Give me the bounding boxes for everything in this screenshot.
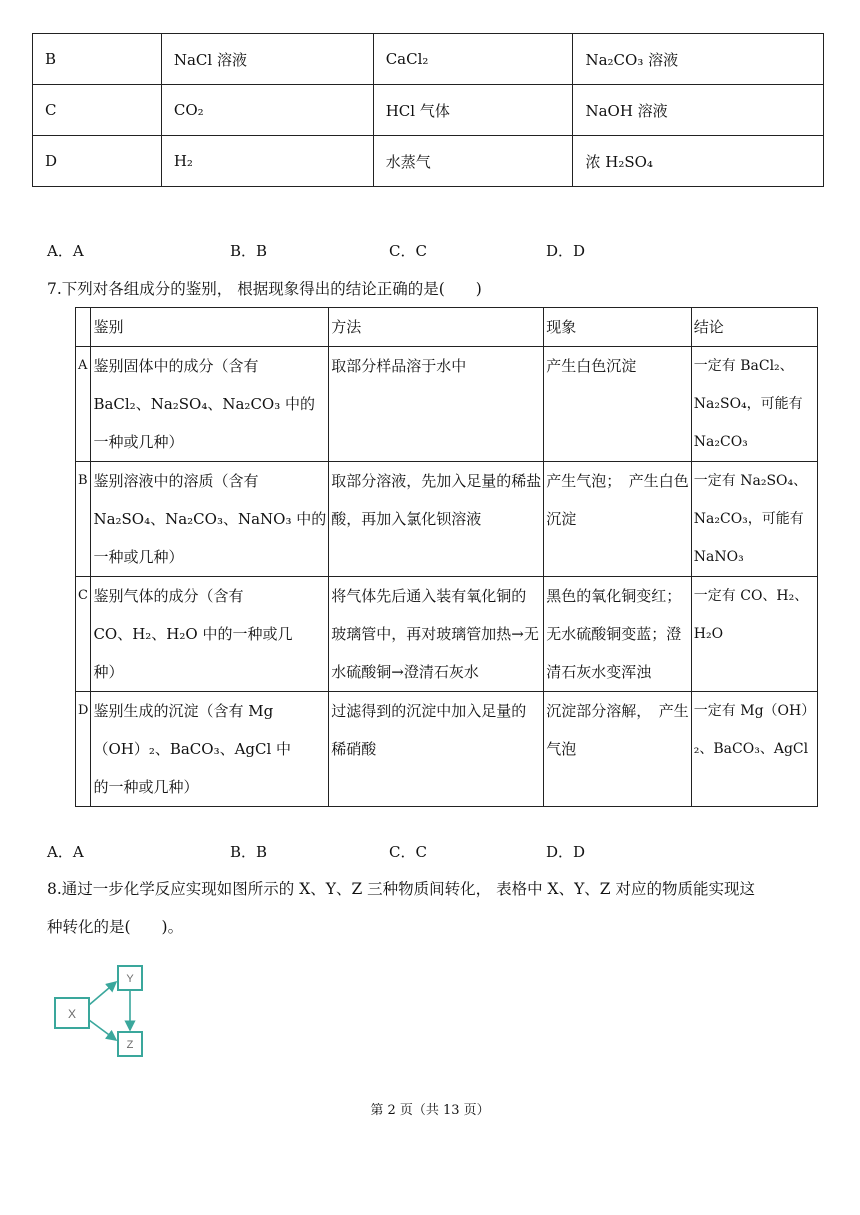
arrow-x-to-z (89, 1020, 116, 1040)
q6-option-a: A．A (47, 242, 84, 260)
cell-line: H₂O (693, 626, 724, 642)
cell-jianbie (91, 347, 329, 462)
cell-line: 气泡 (546, 740, 577, 758)
cell-fangfa (329, 577, 544, 692)
node-y (118, 966, 142, 990)
cell-line: 一定有 Mg（OH） (693, 703, 816, 719)
cell-fangfa (329, 462, 544, 577)
row-label: A (76, 347, 91, 462)
table-cell: 浓 H₂SO₄ (573, 136, 824, 187)
cell-line: 鉴别固体中的成分（含有 (93, 357, 259, 375)
table-row (33, 85, 824, 136)
row-label: D (33, 136, 162, 187)
cell-line: 无水硫酸铜变蓝；澄 (546, 625, 682, 643)
cell-jielun (691, 577, 817, 692)
q7-header-xianxiang: 现象 (544, 308, 692, 347)
row-label: C (33, 85, 162, 136)
svg-text:Z: Z (126, 1039, 134, 1051)
q7-header-blank (76, 308, 91, 347)
cell-fangfa (329, 347, 544, 462)
table-row (33, 34, 824, 85)
table-row (76, 462, 818, 577)
q7-option-b: B．B (230, 843, 268, 861)
row-label: B (76, 462, 91, 577)
table-row (76, 692, 818, 807)
cell-line: BaCl₂、Na₂SO₄、Na₂CO₃ 中的 (93, 395, 315, 413)
cell-line: 一种或几种） (93, 548, 184, 566)
cell-line: 沉淀 (546, 510, 577, 528)
row-label: B (33, 34, 162, 85)
q6-option-b: B．B (230, 242, 268, 260)
node-x (55, 998, 89, 1028)
cell-line: Na₂SO₄，可能有 (693, 396, 803, 412)
cell-fangfa (329, 692, 544, 807)
arrow-x-to-y (89, 982, 116, 1005)
cell-line: 稀硝酸 (331, 740, 377, 758)
cell-line: Na₂CO₃，可能有 (693, 511, 804, 527)
q6-option-d: D．D (546, 242, 586, 260)
cell-line: 鉴别生成的沉淀（含有 Mg (93, 702, 274, 720)
table-row (76, 347, 818, 462)
cell-line: 酸，再加入氯化钡溶液 (331, 510, 482, 528)
cell-line: 黑色的氧化铜变红； (546, 587, 682, 605)
cell-line: 的一种或几种） (93, 778, 199, 796)
svg-text:Y: Y (126, 973, 134, 985)
cell-line: 清石灰水变浑浊 (546, 663, 652, 681)
cell-line: Na₂CO₃ (693, 434, 748, 450)
node-z (118, 1032, 142, 1056)
table-cell: CaCl₂ (373, 34, 573, 85)
svg-text:X: X (67, 1007, 77, 1021)
cell-line: 将气体先后通入装有氧化铜的 (331, 587, 527, 605)
table-cell: Na₂CO₃ 溶液 (573, 34, 824, 85)
page-footer: 第 2 页（共 13 页） (370, 1103, 490, 1118)
cell-line: ₂、BaCO₃、AgCl (693, 741, 809, 757)
table-cell: CO₂ (161, 85, 373, 136)
cell-jielun (691, 347, 817, 462)
answer-table-continued (32, 33, 824, 187)
cell-line: 沉淀部分溶解， 产生 (546, 702, 689, 720)
cell-line: 一定有 CO、H₂、 (693, 588, 809, 604)
q7-header-jielun: 结论 (691, 308, 817, 347)
cell-line: （OH）₂、BaCO₃、AgCl 中 (93, 740, 292, 758)
cell-jielun (691, 462, 817, 577)
q7-stem: 7.下列对各组成分的鉴别， 根据现象得出的结论正确的是( ) (47, 280, 482, 298)
q7-option-a: A．A (47, 843, 84, 861)
q7-option-c: C．C (389, 843, 427, 861)
cell-line: Na₂SO₄、Na₂CO₃、NaNO₃ 中的 (93, 510, 327, 528)
table-cell: NaCl 溶液 (161, 34, 373, 85)
cell-xianxiang (544, 462, 692, 577)
cell-line: 产生气泡； 产生白色 (546, 472, 689, 490)
q7-header-fangfa: 方法 (329, 308, 544, 347)
table-cell: NaOH 溶液 (573, 85, 824, 136)
table-cell: HCl 气体 (373, 85, 573, 136)
cell-line: 一定有 Na₂SO₄、 (693, 473, 808, 489)
q7-table (75, 307, 818, 807)
cell-line: 取部分样品溶于水中 (331, 357, 467, 375)
q7-header-jianbie: 鉴别 (91, 308, 329, 347)
xyz-transformation-diagram (45, 960, 165, 1070)
q7-option-d: D．D (546, 843, 586, 861)
table-row (76, 577, 818, 692)
cell-line: 产生白色沉淀 (546, 357, 637, 375)
cell-jianbie (91, 462, 329, 577)
cell-line: 一种或几种） (93, 433, 184, 451)
table-row (33, 136, 824, 187)
cell-line: NaNO₃ (693, 549, 744, 565)
cell-line: 取部分溶液，先加入足量的稀盐 (331, 472, 542, 490)
row-label: D (76, 692, 91, 807)
table-cell: 水蒸气 (373, 136, 573, 187)
cell-jielun (691, 692, 817, 807)
table-cell: H₂ (161, 136, 373, 187)
cell-line: 水硫酸铜→澄清石灰水 (331, 663, 479, 681)
cell-line: 玻璃管中，再对玻璃管加热→无 (331, 625, 539, 643)
cell-xianxiang (544, 347, 692, 462)
cell-line: CO、H₂、H₂O 中的一种或几 (93, 625, 293, 643)
cell-xianxiang (544, 577, 692, 692)
cell-line: 一定有 BaCl₂、 (693, 358, 794, 374)
cell-jianbie (91, 577, 329, 692)
q8-stem-line1: 8.通过一步化学反应实现如图所示的 X、Y、Z 三种物质间转化， 表格中 X、Y、Z 对应的物质能实现这 (47, 880, 756, 898)
row-label: C (76, 577, 91, 692)
cell-xianxiang (544, 692, 692, 807)
q6-option-c: C．C (389, 242, 427, 260)
cell-line: 鉴别气体的成分（含有 (93, 587, 244, 605)
cell-line: 种） (93, 663, 124, 681)
cell-line: 鉴别溶液中的溶质（含有 (93, 472, 259, 490)
cell-line: 过滤得到的沉淀中加入足量的 (331, 702, 527, 720)
q8-stem-line2: 种转化的是( )。 (47, 918, 184, 936)
cell-jianbie (91, 692, 329, 807)
